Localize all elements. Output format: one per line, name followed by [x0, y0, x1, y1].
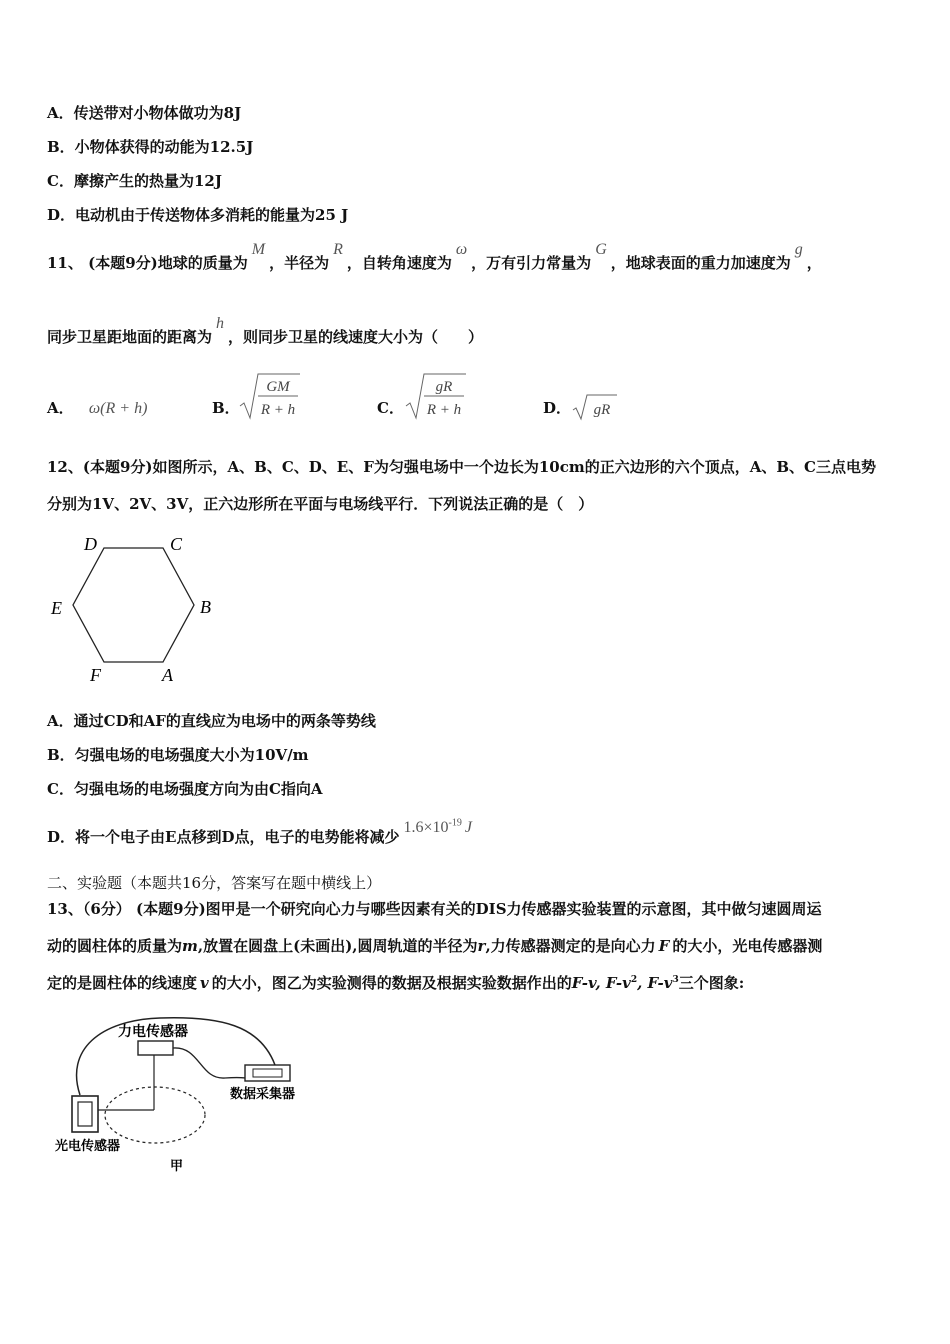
data-collector-label: 数据采集器 [230, 1086, 296, 1101]
q11-option-a: A． ω(R + h) [47, 399, 148, 417]
q12-d-value: $1.6\times 10^{-19}$ J [403, 817, 472, 836]
symbol-omega: ω [455, 241, 468, 258]
q10-option-c: C．摩擦产生的热量为12J [47, 172, 222, 190]
symbol-M: M [251, 241, 266, 258]
q12-stem-line2: 分别为1V、2V、3V，正六边形所在平面与电场线平行．下列说法正确的是（ ） [47, 495, 594, 513]
q12-option-a: A．通过CD和AF的直线应为电场中的两条等势线 [47, 712, 376, 730]
q12-option-b: B．匀强电场的电场强度大小为10V/m [47, 746, 309, 764]
symbol-g: g [794, 241, 803, 258]
q11-option-a-expr: ω(R + h) [88, 400, 148, 417]
q11-c-numerator: gR [435, 379, 453, 395]
vertex-label-a: A [162, 665, 173, 685]
q11-d-expr: gR [593, 402, 611, 418]
section-2-heading: 二、实验题（本题共16分，答案写在题中横线上） [47, 874, 382, 892]
hexagon-shape [73, 548, 194, 662]
q12-option-c: C．匀强电场的电场强度方向为由C指向A [47, 780, 323, 798]
dis-apparatus-figure [50, 1010, 320, 1180]
cable-force-to-collector [173, 1048, 246, 1078]
data-collector-box [245, 1065, 290, 1081]
vertex-label-d: D [84, 534, 97, 554]
q10-option-a: A．传送带对小物体做功为8J [47, 104, 242, 122]
q11-option-d-sqrt [571, 392, 619, 422]
q10-option-b: B．小物体获得的动能为12.5J [47, 138, 254, 156]
q11-stem-line2: 同步卫星距地面的距离为h，则同步卫星的线速度大小为（ ） [47, 315, 484, 346]
q12-option-d: D．将一个电子由E点移到D点，电子的电势能将减少$1.6\times 10^{-19}$ J [47, 817, 472, 846]
q11-option-b-sqrt [238, 370, 302, 422]
orbit-dashed [105, 1087, 205, 1143]
q13-stem-line1: 13、（6分） (本题9分)图甲是一个研究向心力与哪些因素有关的DIS力传感器实验装置的示意图，其中做匀速圆周运 [47, 900, 822, 918]
q11-b-numerator: GM [266, 379, 290, 395]
force-sensor-box [138, 1041, 173, 1055]
vertex-label-e: E [51, 598, 62, 618]
q11-option-d: D． [543, 399, 572, 417]
q13-stem-line2: 动的圆柱体的质量为m,放置在圆盘上(未画出),圆周轨道的半径为r,力传感器测定的是向心力 F 的大小，光电传感器测 [47, 937, 823, 955]
q11-option-c-sqrt [404, 370, 470, 422]
vertex-label-b: B [200, 597, 211, 617]
q11-option-c: C． [377, 399, 404, 417]
q10-option-d: D．电动机由于传送物体多消耗的能量为25 J [47, 206, 349, 224]
photo-sensor-label: 光电传感器 [55, 1138, 121, 1153]
symbol-h: h [216, 315, 225, 332]
hexagon-figure [40, 528, 230, 693]
q11-b-denominator: R + h [260, 402, 296, 418]
symbol-R: R [333, 241, 343, 258]
vertex-label-f: F [90, 665, 101, 685]
q11-stem-line1: 11、 (本题9分)地球的质量为M，半径为R，自转角速度为ω，万有引力常量为G，地球表面的重力加速度为g， [47, 241, 822, 272]
vertex-label-c: C [170, 534, 183, 554]
q12-stem-line1: 12、(本题9分)如图所示，A、B、C、D、E、F为匀强电场中一个边长为10cm的正六边形的六个顶点，A、B、C三点电势 [47, 458, 876, 476]
symbol-G: G [595, 241, 607, 258]
figure-caption: 甲 [170, 1158, 184, 1173]
q11-option-b: B． [212, 399, 240, 417]
q13-stem-line3: 定的是圆柱体的线速度 v 的大小，图乙为实验测得的数据及根据实验数据作出的F-v, $F-v^2$, $F-v^3$三个图象: [47, 974, 745, 992]
force-sensor-label: 力电传感器 [118, 1025, 188, 1040]
q11-c-denominator: R + h [426, 402, 462, 418]
